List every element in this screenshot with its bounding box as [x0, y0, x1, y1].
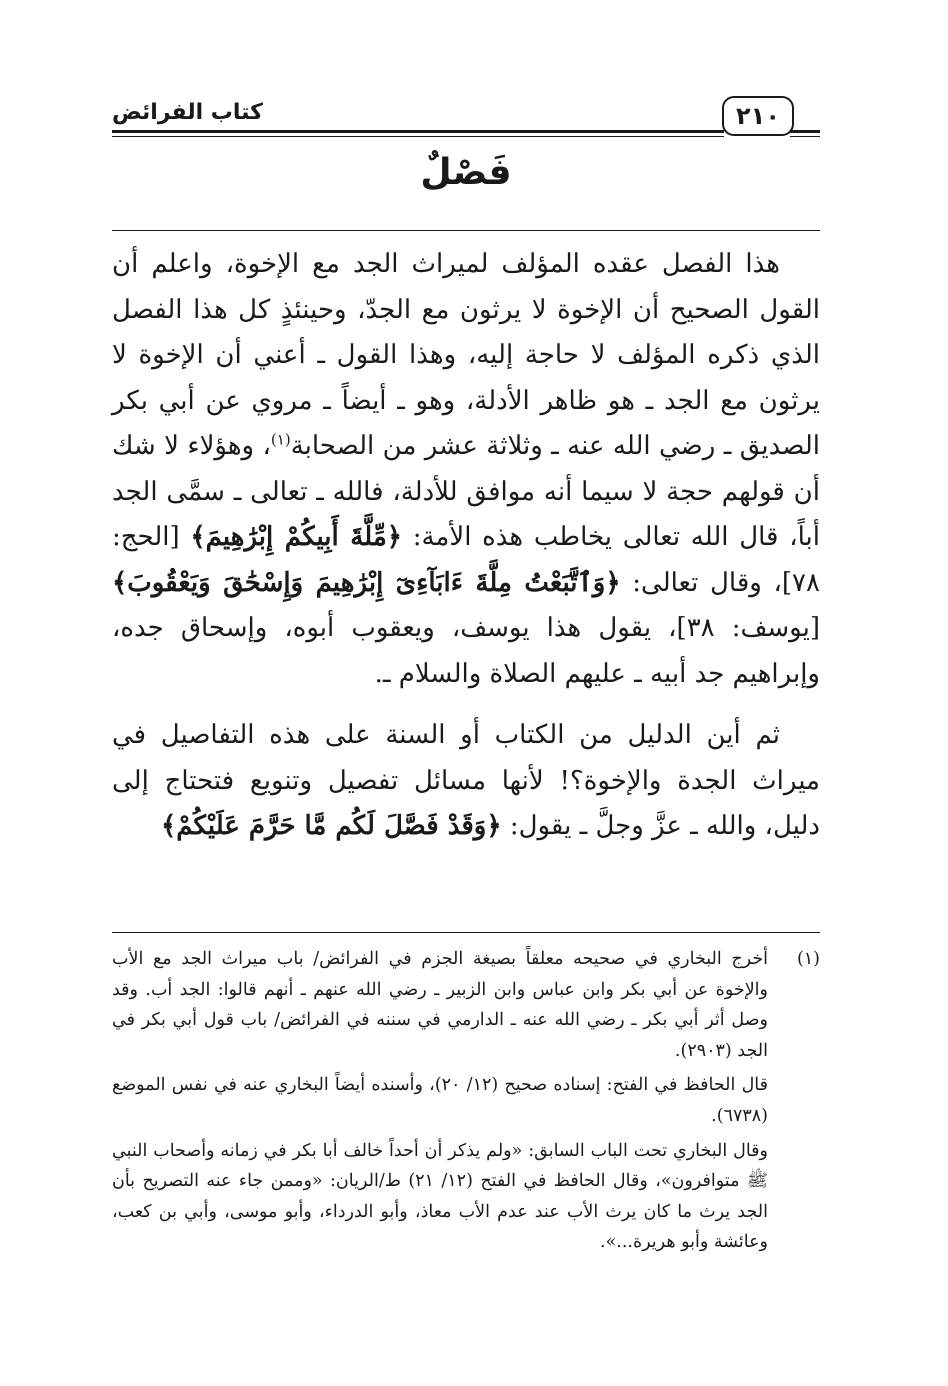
header-rule-right-thin: [790, 136, 820, 137]
header-rule: [112, 130, 724, 133]
footnote-paragraph: أخرج البخاري في صحيحه معلقاً بصيغة الجزم في الفرائض/ باب ميراث الجد مع الأب والإخوة عن أبي بكر وابن عباس وابن الزبير ـ رضي الله عنهم ـ أنهم قالوا: الجد أب. وقد وصل أثر أبي بكر ـ رضي الله عنه ـ الدارمي في سننه في الفرائض/ باب قول أبي بكر في الجد (٢٩٠٣).: [112, 949, 768, 1061]
footnote-paragraph: وقال البخاري تحت الباب السابق: «ولم يذكر أن أحداً خالف أبا بكر في زمانه وأصحاب النبي ﷺ متوافرون»، وقال الحافظ في الفتح (١٢/ ٢١) ط/الريان: «وممن جاء عنه التصريح بأن الجد يرث ما كان يرث الأب عند عدم الأب معاذ، وأبو الدرداء، وأبو موسى، وأبي بن كعب، وعائشة وأبو هريرة...».: [112, 1140, 768, 1253]
section-title: فَصْلٌ: [420, 152, 512, 193]
text-run: هذا الفصل عقده المؤلف لميراث الجد مع الإخوة، واعلم أن القول الصحيح أن الإخوة لا يرثون مع الجدّ، وحينئذٍ كل هذا الفصل الذي ذكره المؤلف لا حاجة إليه، وهذا القول ـ أعني أن الإخوة لا يرثون مع الجد ـ هو ظاهر الأدلة، وهو ـ أيضاً ـ مروي عن أبي بكر الصديق ـ رضي الله عنه ـ وثلاثة عشر من الصحابة: [112, 249, 820, 461]
text-run: ، وهؤلاء لا شك أن قولهم حجة لا سيما أنه موافق للأدلة، فالله ـ تعالى ـ سمَّى الجد أباً، قال الله تعالى يخاطب هذه الأمة:: [112, 431, 820, 552]
quran-verse: ﴿وَقَدْ فَصَّلَ لَكُم مَّا حَرَّمَ عَلَيْكُمْ﴾: [160, 811, 502, 841]
title-divider: [112, 230, 820, 231]
body-paragraph: [112, 713, 820, 850]
header-rule-right: [790, 130, 820, 133]
main-text: [112, 242, 820, 850]
footnote-reference[interactable]: (١): [270, 430, 291, 449]
footnote-item: [112, 944, 820, 1258]
running-header: [112, 92, 820, 148]
footnote-paragraph: قال الحافظ في الفتح: إسناده صحيح (١٢/ ٢٠)، وأسنده أيضاً البخاري عنه في نفس الموضع (٦٧٣٨).: [112, 1075, 768, 1126]
quran-verse: ﴿وَٱتَّبَعْتُ مِلَّةَ ءَابَآءِىٓ إِبْرَٰهِيمَ وَإِسْحَٰقَ وَيَعْقُوبَ﴾: [112, 567, 621, 598]
body-paragraph: [112, 242, 820, 697]
quran-verse: ﴿مِّلَّةَ أَبِيكُمْ إِبْرَٰهِيمَ﴾: [190, 522, 402, 552]
page-number: ٢١٠: [722, 96, 794, 136]
footnotes: [112, 944, 820, 1258]
book-title: كتاب الفرائض: [112, 100, 263, 125]
footnote-divider: [112, 932, 820, 933]
header-rule-thin: [112, 136, 724, 137]
verse-citation: [يوسف: ٣٨]، يقول هذا يوسف، ويعقوب أبوه، وإسحاق جده، وإبراهيم جد أبيه ـ عليهم الصلاة والسلام ـ.: [112, 613, 820, 689]
verse-citation: [الحج: ٧٨]، وقال تعالى:: [112, 522, 820, 598]
text-run: ثم أين الدليل من الكتاب أو السنة على هذه التفاصيل في ميراث الجدة والإخوة؟! لأنها مسائل تفصيل وتنويع فتحتاج إلى دليل، والله ـ عزَّ وجلَّ ـ يقول:: [112, 720, 820, 841]
footnote-number: (١): [796, 949, 820, 969]
